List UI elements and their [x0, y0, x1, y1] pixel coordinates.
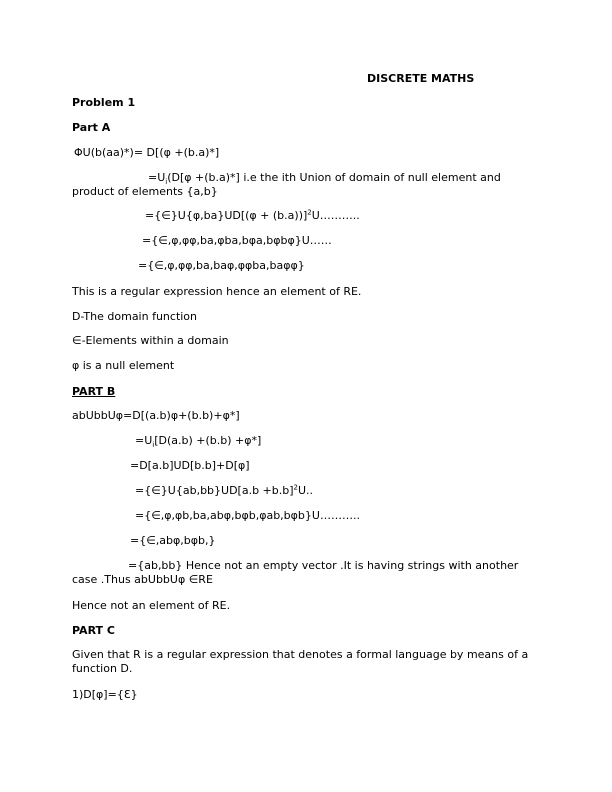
part-c-intro: Given that R is a regular expression that denotes a formal language by means of a	[72, 648, 529, 661]
part-b-equation-7: ={ab,bb} Hence not an empty vector .It is having strings with another	[128, 559, 519, 572]
part-b-equation-7-continued: case .Thus abUbbUφ ∈RE	[72, 573, 213, 586]
part-a-equation-3: ={∈}U{φ,ba}UD[(φ + (b.a))]$^2$U………..	[145, 208, 360, 222]
part-a-equation-4: ={∈,φ,φφ,ba,φba,bφa,bφbφ}U……	[142, 234, 332, 247]
part-b-conclusion: Hence not an element of RE.	[72, 599, 231, 612]
definition-null-element: φ is a null element	[72, 359, 175, 372]
part-b-heading: PART B	[72, 385, 116, 398]
part-b-equation-4: ={∈}U{ab,bb}UD[a.b +b.b]$^2$U..	[135, 483, 314, 497]
definition-elements: ∈-Elements within a domain	[72, 334, 229, 347]
part-b-equation-5: ={∈,φ,φb,ba,abφ,bφb,φab,bφb}U………..	[135, 509, 360, 522]
problem-heading: Problem 1	[72, 96, 136, 109]
definition-domain-function: D-The domain function	[72, 310, 198, 323]
part-a-equation-5: ={∈,φ,φφ,ba,baφ,φφba,baφφ}	[138, 259, 305, 272]
part-c-heading: PART C	[72, 624, 115, 637]
part-c-item-1: 1)D[φ]={Ɛ}	[72, 688, 138, 701]
part-a-conclusion: This is a regular expression hence an element of RE.	[72, 285, 362, 298]
part-a-equation-1: ΦU(b(aa)*)= D[(φ +(b.a)*]	[74, 146, 220, 159]
part-b-equation-6: ={∈,abφ,bφb,}	[130, 534, 216, 547]
part-a-equation-2: $=U_i(D[\varphi +(b.a)*]$ i.e the ith Union of domain of null element and	[148, 171, 501, 187]
part-a-heading: Part A	[72, 121, 111, 134]
document-title: DISCRETE MATHS	[367, 72, 475, 85]
part-b-equation-2: $=U_i[D(a.b) +(b.b) +\varphi*]$	[135, 434, 262, 450]
part-a-equation-2-continued: product of elements {a,b}	[72, 185, 218, 198]
part-b-equation-1: abUbbUφ=D[(a.b)φ+(b.b)+φ*]	[72, 409, 240, 422]
part-c-intro-continued: function D.	[72, 662, 133, 675]
part-b-equation-3: =D[a.b]UD[b.b]+D[φ]	[130, 459, 250, 472]
